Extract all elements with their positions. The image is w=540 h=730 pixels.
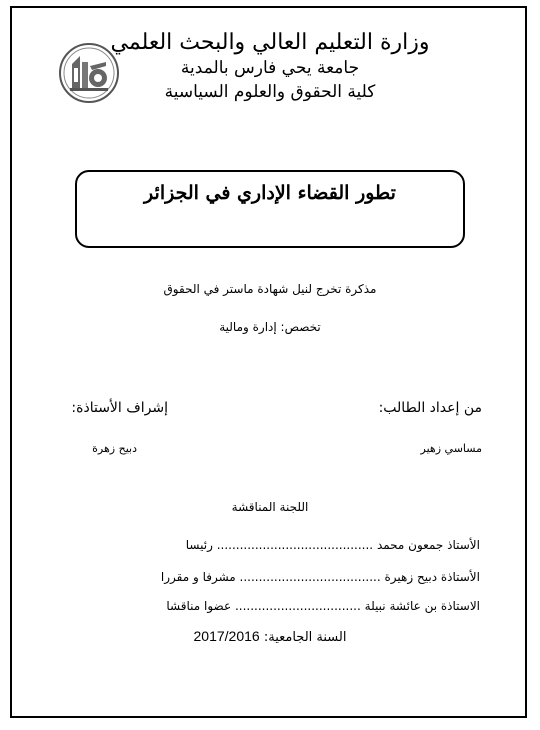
- committee-member: [161, 570, 480, 584]
- member-role: مشرفا و مقررا: [160, 570, 236, 584]
- committee-title: اللجنة المناقشة: [231, 500, 309, 514]
- supervisor-label: إشراف الأستاذة:: [71, 400, 168, 416]
- specialty-text: تخصص: إدارة ومالية: [219, 320, 321, 334]
- supervisor-name: دبيح زهرة: [92, 442, 137, 455]
- committee-member: [186, 538, 480, 552]
- member-name: الأستاذ جمعون محمد: [376, 538, 480, 552]
- university-emblem-icon: [58, 42, 120, 104]
- member-dots: .....................................: [239, 570, 381, 584]
- year-label: السنة الجامعية:: [263, 630, 347, 645]
- student-name: مساسي زهير: [420, 442, 482, 455]
- member-dots: .........................................: [216, 538, 374, 552]
- member-name: الاستاذة بن عائشة نبيلة: [364, 599, 480, 613]
- university-name: جامعة يحي فارس بالمدية: [180, 58, 360, 78]
- member-dots: .................................: [234, 599, 361, 613]
- committee-member: [166, 599, 480, 613]
- member-role: عضوا مناقشا: [166, 599, 232, 613]
- thesis-title: تطور القضاء الإداري في الجزائر: [144, 182, 396, 204]
- year-value: 2017/2016: [193, 628, 260, 644]
- faculty-name: كلية الحقوق والعلوم السياسية: [164, 82, 376, 102]
- student-label: من إعداد الطالب:: [378, 400, 482, 416]
- ministry-name: وزارة التعليم العالي والبحث العلمي: [110, 30, 430, 55]
- member-name: الأستاذة دبيح زهيرة: [384, 570, 480, 584]
- member-role: رئيسا: [185, 538, 213, 552]
- academic-year: [0, 628, 540, 645]
- memo-text: مذكرة تخرج لنيل شهادة ماستر في الحقوق: [163, 282, 377, 296]
